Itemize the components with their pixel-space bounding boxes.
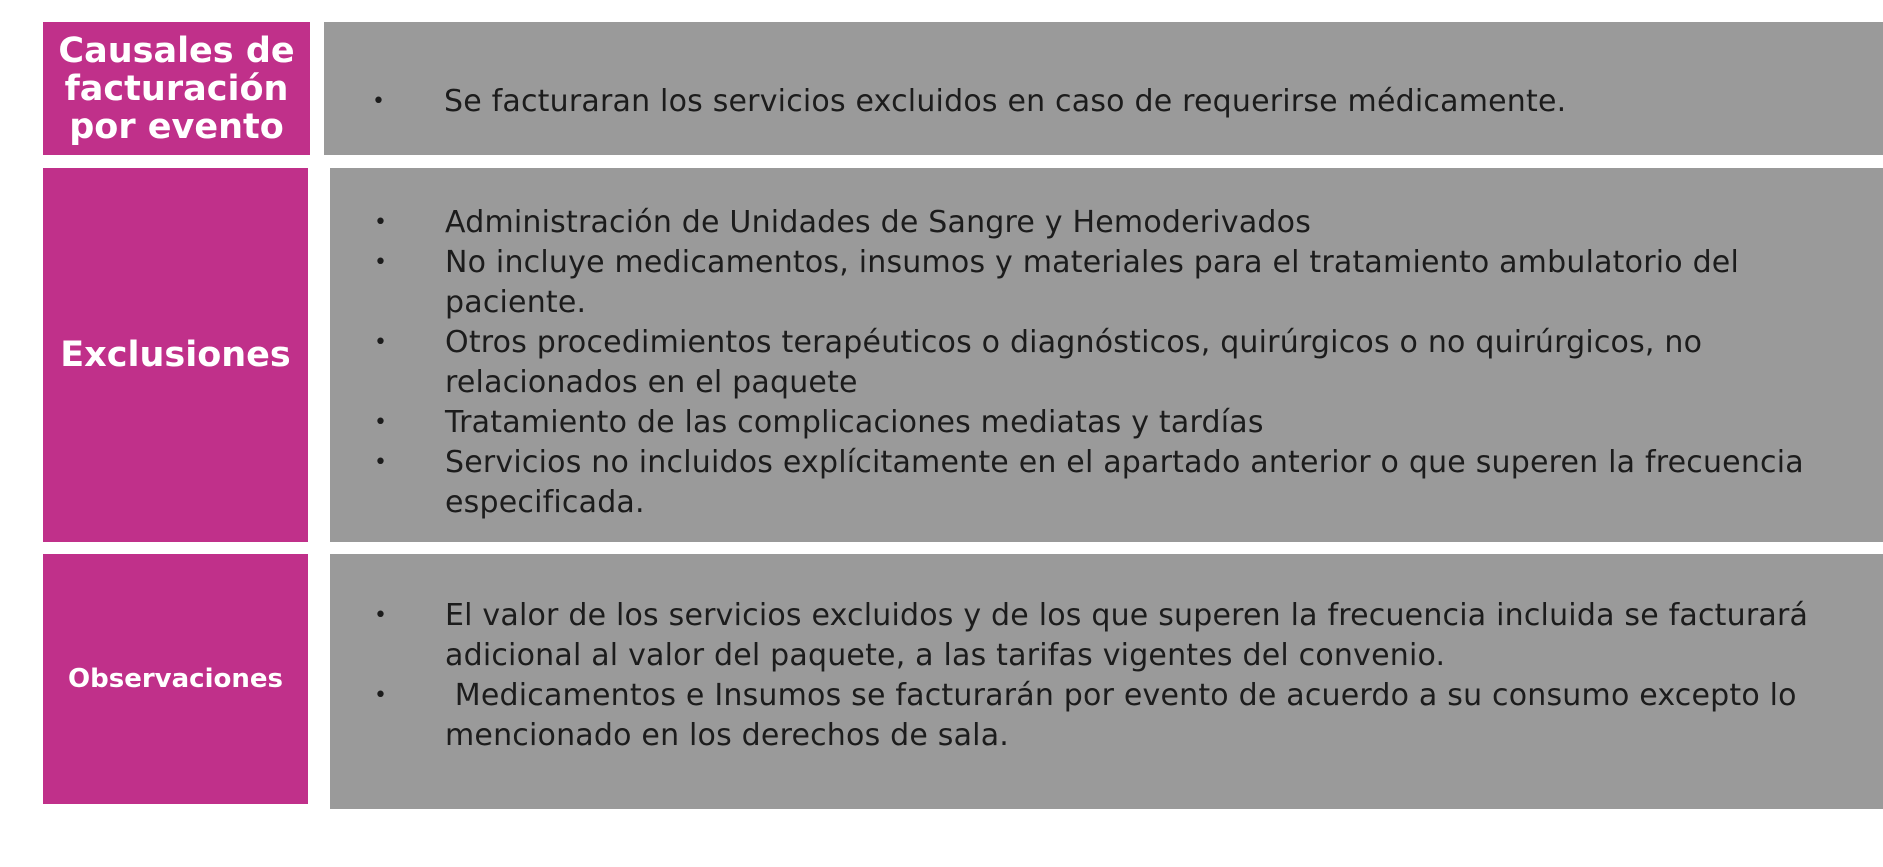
bullet-icon: • (374, 450, 388, 475)
bullet-icon: • (374, 410, 388, 435)
bullet-icon: • (374, 210, 388, 235)
bullet-icon: • (374, 330, 388, 355)
row-panel-causales (324, 22, 1883, 155)
bullet-icon: • (374, 250, 388, 275)
list-item-text: Otros procedimientos terapéuticos o diagnósticos, quirúrgicos o no quirúrgicos, no relacionados en el paquete (445, 325, 1703, 400)
bullet-icon: • (374, 683, 388, 708)
list-item (330, 443, 1883, 523)
row-label-text: Causales de facturación por evento (58, 30, 295, 147)
bullet-list (324, 82, 1883, 122)
bullet-icon: • (372, 89, 386, 114)
list-item (330, 323, 1883, 403)
bullet-icon: • (374, 603, 388, 628)
list-item (330, 203, 1883, 243)
row-label-exclusiones (43, 168, 308, 542)
row-label-text: Exclusiones (60, 335, 291, 375)
list-item-text: El valor de los servicios excluidos y de los que superen la frecuencia incluida se facturará adicional al valor del paquete, a las tarifas vigentes del convenio. (445, 598, 1809, 673)
list-item-text: Servicios no incluidos explícitamente en el apartado anterior o que superen la frecuencia especificada. (445, 445, 1804, 520)
list-item-text: Tratamiento de las complicaciones mediatas y tardías (445, 405, 1264, 440)
list-item-text: Medicamentos e Insumos se facturarán por evento de acuerdo a su consumo excepto lo mencionado en los derechos de sala. (445, 678, 1807, 753)
row-label-observaciones (43, 554, 308, 804)
row-label-causales (43, 22, 310, 155)
list-item-text: Administración de Unidades de Sangre y Hemoderivados (445, 205, 1312, 240)
bullet-list (330, 203, 1883, 523)
list-item (330, 596, 1883, 676)
bullet-list (330, 596, 1883, 756)
row-label-text: Observaciones (68, 664, 283, 694)
row-panel-observaciones (330, 554, 1883, 809)
list-item (330, 676, 1883, 756)
list-item (330, 403, 1883, 443)
list-item (330, 243, 1883, 323)
list-item-text: Se facturaran los servicios excluidos en caso de requerirse médicamente. (444, 84, 1567, 119)
list-item-text: No incluye medicamentos, insumos y materiales para el tratamiento ambulatorio del paciente. (445, 245, 1739, 320)
list-item (324, 82, 1883, 122)
row-panel-exclusiones (330, 168, 1883, 542)
